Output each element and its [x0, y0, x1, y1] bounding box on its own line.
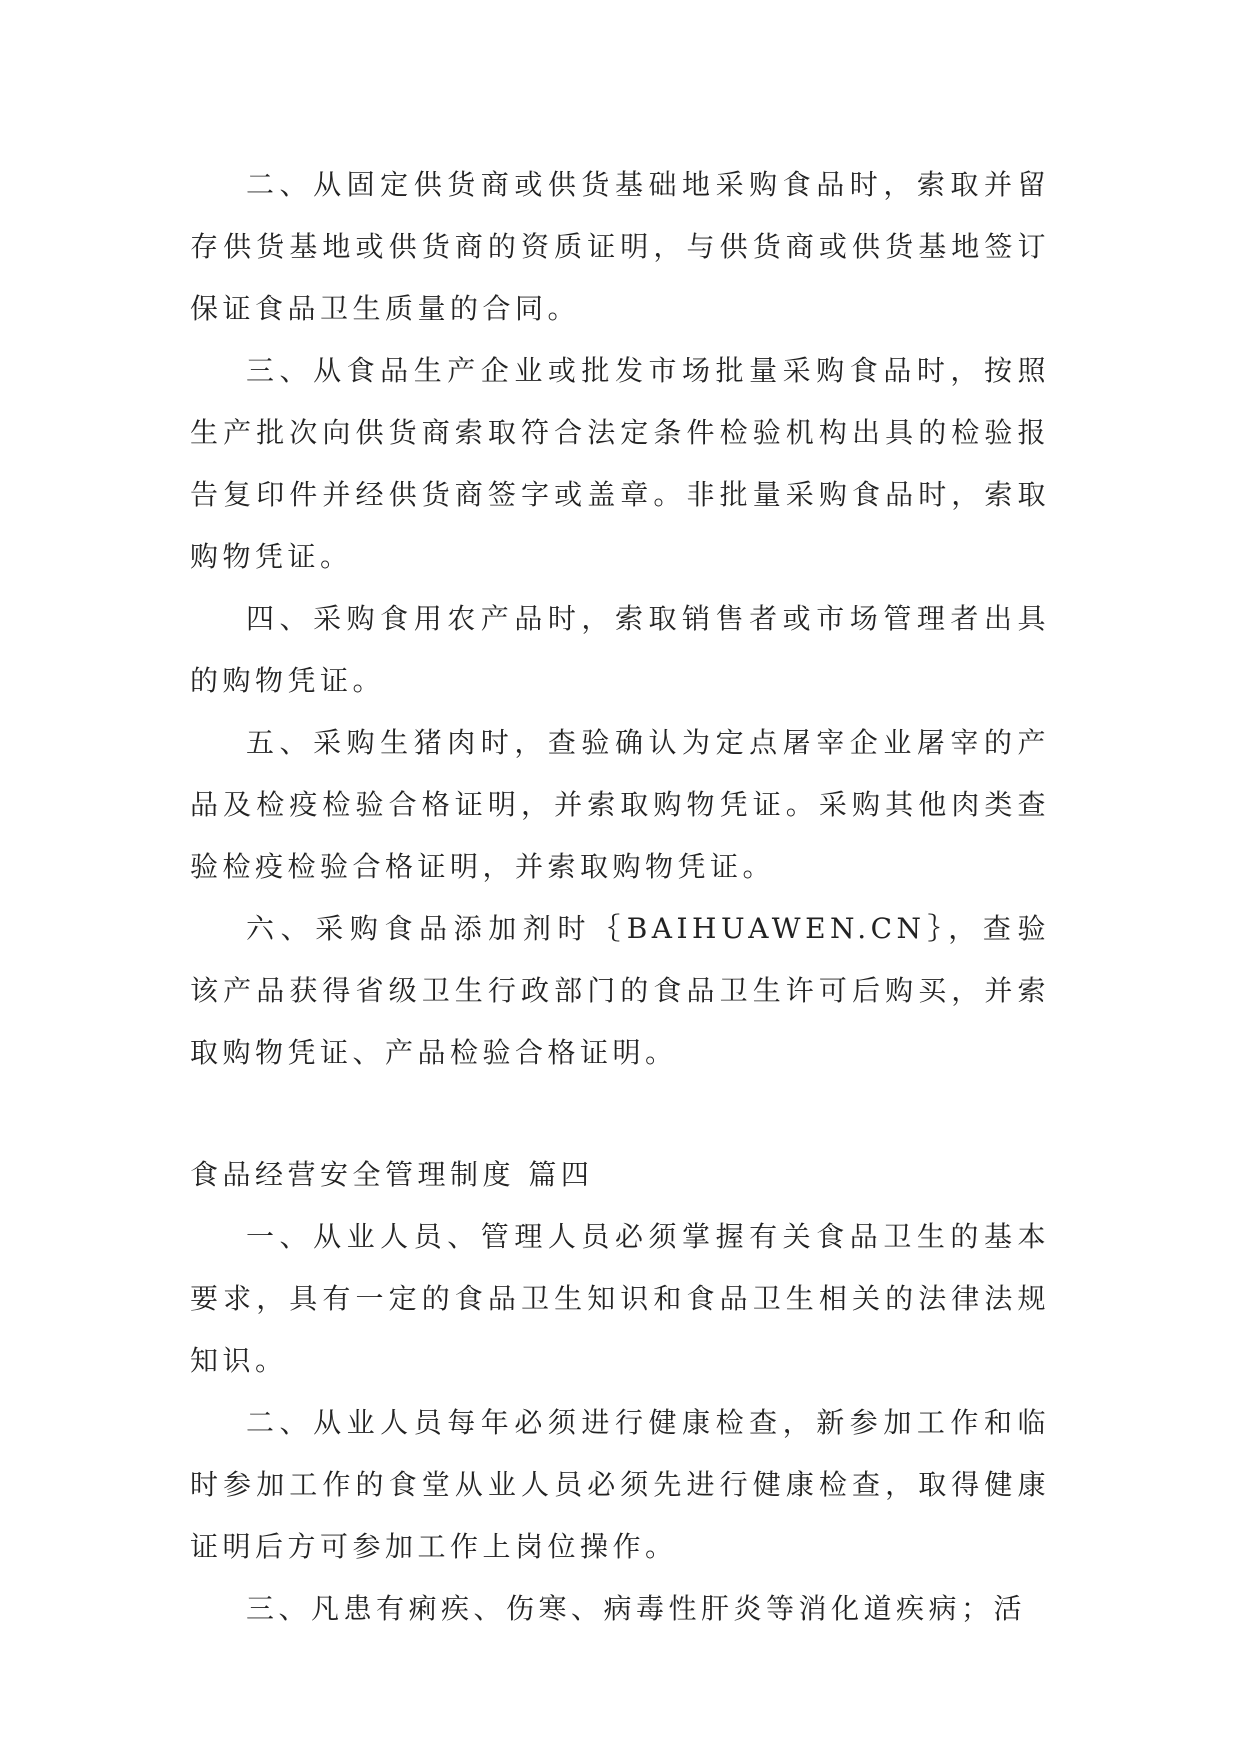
- paragraph-item-6: 六、采购食品添加剂时｛BAIHUAWEN.CN｝，查验该产品获得省级卫生行政部门的食品卫生许可后购买，并索取购物凭证、产品检验合格证明。: [190, 912, 1050, 1069]
- paragraph-item-3: 三、从食品生产企业或批发市场批量采购食品时，按照生产批次向供货商索取符合法定条件检验机构出具的检验报告复印件并经供货商签字或盖章。非批量采购食品时，索取购物凭证。: [190, 354, 1050, 573]
- section-spacer: [190, 1084, 1050, 1144]
- paragraph-item-4: 四、采购食用农产品时，索取销售者或市场管理者出具的购物凭证。: [190, 602, 1050, 697]
- paragraph-item-s4-1: 一、从业人员、管理人员必须掌握有关食品卫生的基本要求，具有一定的食品卫生知识和食品卫生相关的法律法规知识。: [190, 1220, 1050, 1377]
- paragraph-item-s4-3: 三、凡患有痢疾、伤寒、病毒性肝炎等消化道疾病；活: [246, 1592, 1027, 1625]
- document-body: [190, 154, 1050, 1640]
- paragraph-item-2: 二、从固定供货商或供货基础地采购食品时，索取并留存供货基地或供货商的资质证明，与供货商或供货基地签订保证食品卫生质量的合同。: [190, 168, 1050, 325]
- paragraph-item-s4-2: 二、从业人员每年必须进行健康检查，新参加工作和临时参加工作的食堂从业人员必须先进行健康检查，取得健康证明后方可参加工作上岗位操作。: [190, 1406, 1050, 1563]
- section-title: 食品经营安全管理制度 篇四: [190, 1158, 594, 1191]
- paragraph-item-5: 五、采购生猪肉时，查验确认为定点屠宰企业屠宰的产品及检疫检验合格证明，并索取购物凭证。采购其他肉类查验检疫检验合格证明，并索取购物凭证。: [190, 726, 1050, 883]
